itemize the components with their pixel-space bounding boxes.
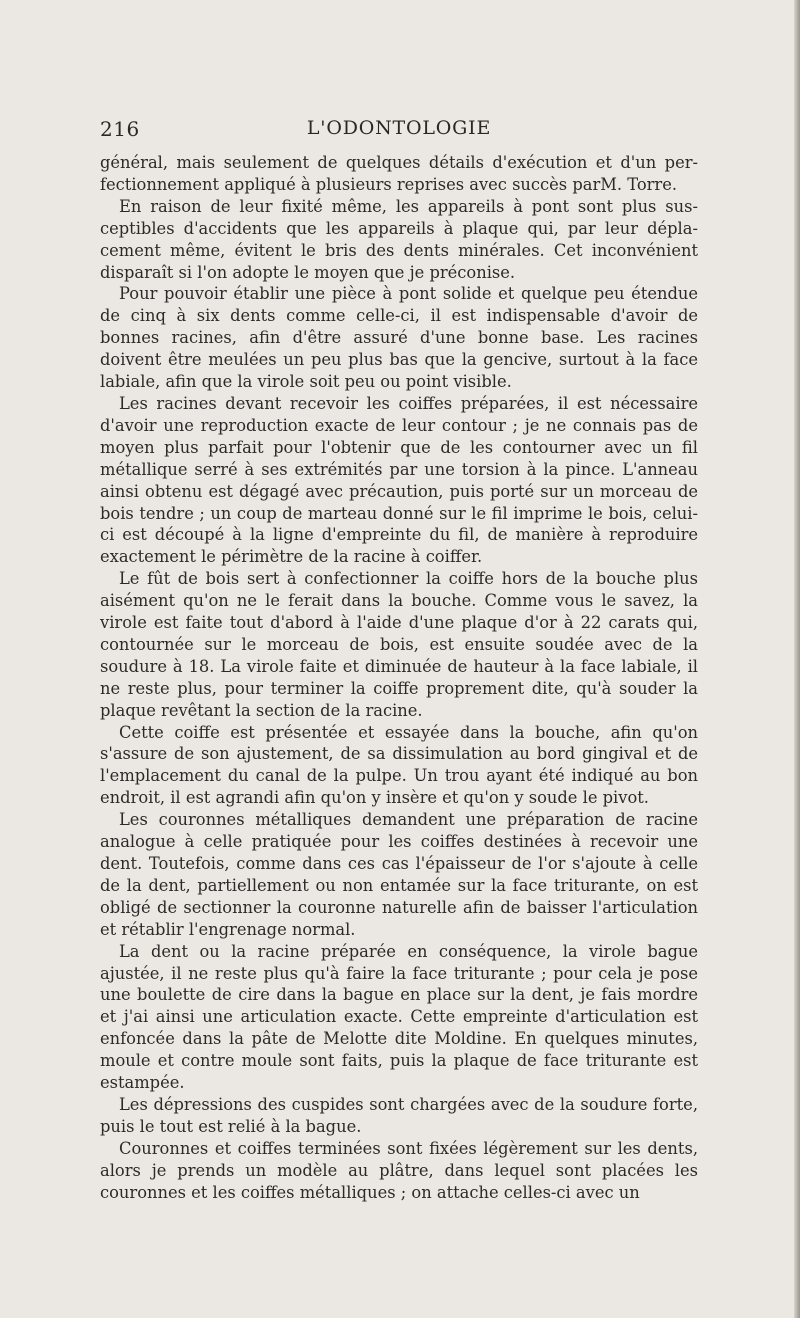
paragraph: En raison de leur fixité même, les appareils à pont sont plus susceptibles d'accidents que les appareils à plaque qui, par leur déplacement même, évitent le bris des dents minérales. Cet inconvénient disparaît si l'on adopte le moyen que je préconise. xyxy=(100,196,698,282)
paragraph: Pour pouvoir établir une pièce à pont solide et quelque peu étendue de cinq à six dents comme celle-ci, il est indispensable d'avoir de bonnes racines, afin d'être assuré d'une bonne base. Les racines doivent être meulées un peu plus bas que la gencive, surtout à la face labiale, afin que la virole soit peu ou point visible. xyxy=(100,284,698,392)
paragraph: La dent ou la racine préparée en conséquence, la virole bague ajustée, il ne reste plus qu'à faire la face triturante ; pour cela je pose une boulette de cire dans la bague en place sur la dent, je fais mordre et j'ai ainsi une articulation exacte. Cette empreinte d'articulation est enfoncée dans la pâte de Melotte dite Moldine. En quelques minutes, moule et contre moule sont faits, puis la plaque de face triturante est estampée. xyxy=(100,941,698,1093)
paragraph: Cette coiffe est présentée et essayée dans la bouche, afin qu'on s'assure de son ajustement, de sa dissimulation au bord gingival et de l'emplacement du canal de la pulpe. Un trou ayant été indiqué au bon endroit, il est agrandi afin qu'on y insère et qu'on y soude le pivot. xyxy=(100,722,698,808)
paragraph: Les dépressions des cuspides sont chargées avec de la soudure forte, puis le tout est relié à la bague. xyxy=(100,1094,698,1136)
paragraph: Les couronnes métalliques demandent une préparation de racine analogue à celle pratiquée pour les coiffes destinées à recevoir une dent. Toutefois, comme dans ces cas l'épaisseur de l'or s'ajoute à celle de la dent, partiellement ou non entamée sur la face triturante, on est obligé de sectionner la couronne naturelle afin de baisser l'articulation et rétablir l'engrenage normal. xyxy=(100,810,698,939)
paragraph: Couronnes et coiffes terminées sont fixées légèrement sur les dents, alors je prends un modèle au plâtre, dans lequel sont placées les couronnes et les coiffes métalliques ; on attache celles-ci avec un xyxy=(100,1138,698,1202)
page-number: 216 xyxy=(100,117,140,141)
paragraph: Les racines devant recevoir les coiffes préparées, il est nécessaire d'avoir une reproduction exacte de leur contour ; je ne connais pas de moyen plus parfait pour l'obtenir que de les contourner avec un fil métallique serré à ses extrémités par une torsion à la pince. L'anneau ainsi obtenu est dégagé avec précaution, puis porté sur un morceau de bois tendre ; un coup de marteau donné sur le fil imprime le bois, celui-ci est découpé à la ligne d'empreinte du fil, de manière à reproduire exactement le périmètre de la racine à coiffer. xyxy=(100,393,698,567)
page-header xyxy=(100,117,698,147)
body-text xyxy=(100,152,698,1204)
paragraph: Le fût de bois sert à confectionner la coiffe hors de la bouche plus aisément qu'on ne le ferait dans la bouche. Comme vous le savez, la virole est faite tout d'abord à l'aide d'une plaque d'or à 22 carats qui, contournée sur le morceau de bois, est ensuite soudée avec de la soudure à 18. La virole faite et diminuée de hauteur à la face labiale, il ne reste plus, pour terminer la coiffe proprement dite, qu'à souder la plaque revêtant la section de la racine. xyxy=(100,569,698,720)
running-title: L'ODONTOLOGIE xyxy=(306,117,492,139)
paragraph: général, mais seulement de quelques détails d'exécution et d'un perfectionnement appliqué à plusieurs reprises avec succès parM. Torre. xyxy=(100,153,698,194)
